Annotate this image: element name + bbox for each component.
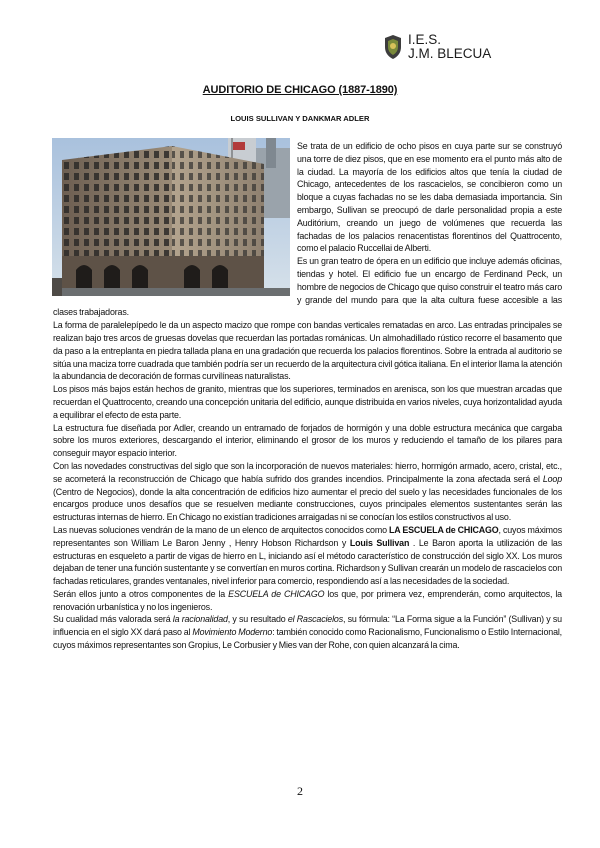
paragraph-2: Es un gran teatro de ópera en un edificio que incluye además oficinas, tiendas y hotel. El edificio fue un encargo de Ferdinand Peck, un hombre de negocios de Chicago que quiso construir el teatro más caro y grande del mundo para que la alta cultura fuese accesible a las clases trabajadoras.: [53, 256, 562, 318]
paragraph-5: La estructura fue diseñada por Adler, creando un entramado de forjados de hormigón y una doble estructura mecánica que cargaba sobre los muros exteriores, descargando el interior, eliminando el grosor de los muros y reduciendo el tamaño de los pilares para conseguir mayor espacio interior.: [53, 422, 562, 459]
paragraph-7-rest: . Le Baron aporta la utilización de las estructuras en esqueleto a partir de vigas de hierro en L, iniciando así el método característico de construcción del siglo XX. Los muros dejaban de tener una función sustentante y se convertían en muros cortina. Richardson y Sullivan crearán un modelo de rascacielos con fachadas reticulares, grandes ventanales, nivel inferior para comercio, respondiendo así a las necesidades de la sociedad.: [53, 537, 562, 587]
school-logo: [381, 32, 521, 64]
school-emblem-icon: [381, 34, 405, 60]
loop-term: Loop: [542, 473, 562, 484]
page-subtitle: LOUIS SULLIVAN Y DANKMAR ADLER: [230, 114, 370, 123]
paragraph-6-start: Con las novedades constructivas del siglo que son la incorporación de nuevos materiales: hierro, hormigón armado, acero, cristal, etc., se acometerá la reconstrucción de Chicago que había sufrido dos grandes incendios. Principalmente la zona afectada será el: [53, 460, 562, 484]
paragraph-6: [53, 460, 562, 524]
paragraph-8: [53, 588, 562, 614]
page-title: AUDITORIO DE CHICAGO (1887-1890): [202, 84, 398, 96]
paragraph-6-rest: (Centro de Negocios), donde la alta concentración de edificios hizo aumentar el precio del suelo y las necesidades funcionales de los encargos produce unos desafíos que se resuelven mediante construcciones, cuyos principales elementos sustentantes serán las estructuras internas de hierro. En Chicago no existían tradiciones arraigadas ni se conocían los estilos constructivos al uso.: [53, 486, 562, 523]
skyscraper-term: el Rascacielos: [287, 614, 343, 625]
paragraph-9-mid2: , su fórmula: “La Forma sigue a la Función” (Sullivan) y su influencia en el siglo XX dará paso al: [53, 614, 562, 638]
paragraph-7: [53, 524, 562, 588]
paragraph-8-start: Serán ellos junto a otros componentes de la: [53, 588, 226, 599]
paragraph-9-start: Su cualidad más valorada será: [53, 614, 171, 625]
paragraph-9: [53, 613, 562, 651]
paragraph-9-mid: , y su resultado: [227, 614, 286, 625]
paragraph-3: La forma de paralelepípedo le da un aspecto macizo que rompe con bandas verticales rematadas en arco. Las entradas principales se realizan bajo tres arcos de gruesas dovelas que recuerdan las portadas románicas. Un almohadillado rústico recorre el basamento que da paso a la entreplanta en piedra tallada plana en una gradación que recuerda los palacios florentinos. Sobre la entrada al auditorio se sitúa una maciza torre cuadrada que también podría ser un recuerdo de la arquitectura civil gótica italiana. En el interior llama la atención la abundancia de decoración de formas curvilíneas naturalistas.: [53, 320, 562, 382]
paragraph-4: Los pisos más bajos están hechos de granito, mientras que los superiores, terminados en arenisca, son los que muestran arcadas que recuerdan el Quattrocento, creando una concepción unitaria del edificio, aunque distribuida en varios niveles, cuya horizontalidad ayuda a equilibrar el efecto de esta parte.: [53, 384, 562, 420]
chicago-school-term: LA ESCUELA de CHICAGO: [389, 524, 499, 535]
paragraph-9-rest: : también conocido como Racionalismo, Funcionalismo o Estilo Internacional, cuyos máximos representantes son Gropius, Le Corbusier y Mies van der Rohe, con quien alcanzará la cima.: [53, 627, 562, 651]
page-number: 2: [297, 784, 303, 798]
school-name: [408, 33, 491, 61]
paragraph-7-mid: , cuyos máximos representantes son William Le Baron Jenny , Henry Hobson Richardson y: [53, 524, 562, 548]
chicago-school-italic: ESCUELA de CHICAGO: [228, 588, 325, 599]
article-body: [53, 140, 562, 652]
school-name-line2: J.M. BLECUA: [408, 46, 492, 61]
school-name-line1: I.E.S.: [408, 32, 442, 47]
rationality-term: la racionalidad: [172, 614, 228, 625]
louis-sullivan-term: Louis Sullivan: [349, 537, 410, 548]
photo-spacer: [53, 140, 297, 304]
paragraph-8-rest: los que, por primera vez, emprenderán, como arquitectos, la renovación urbanística y no los ingenieros.: [53, 588, 562, 612]
paragraph-7-start: Las nuevas soluciones vendrán de la mano de un elenco de arquitectos conocidos como: [53, 524, 387, 535]
paragraph-1: Se trata de un edificio de ocho pisos en cuya parte sur se construyó una torre de diez pisos, que en ese momento era el punto más alto de la ciudad. La mayoría de los edificios altos que tenía la ciudad de Chicago, antecedentes de los rascacielos, se concibieron como un bloque a cuyas fachadas no se les daba demasiada importancia. Sin embargo, Sullivan se preocupó de darle personalidad propia a este Auditórium, creando un juego de volúmenes que recuerda las fachadas de los palacios renacentistas florentinos del Quattrocento, como el palacio Ruccellai de Alberti.: [297, 141, 562, 254]
modern-movement-term: Movimiento Moderno: [192, 627, 273, 638]
